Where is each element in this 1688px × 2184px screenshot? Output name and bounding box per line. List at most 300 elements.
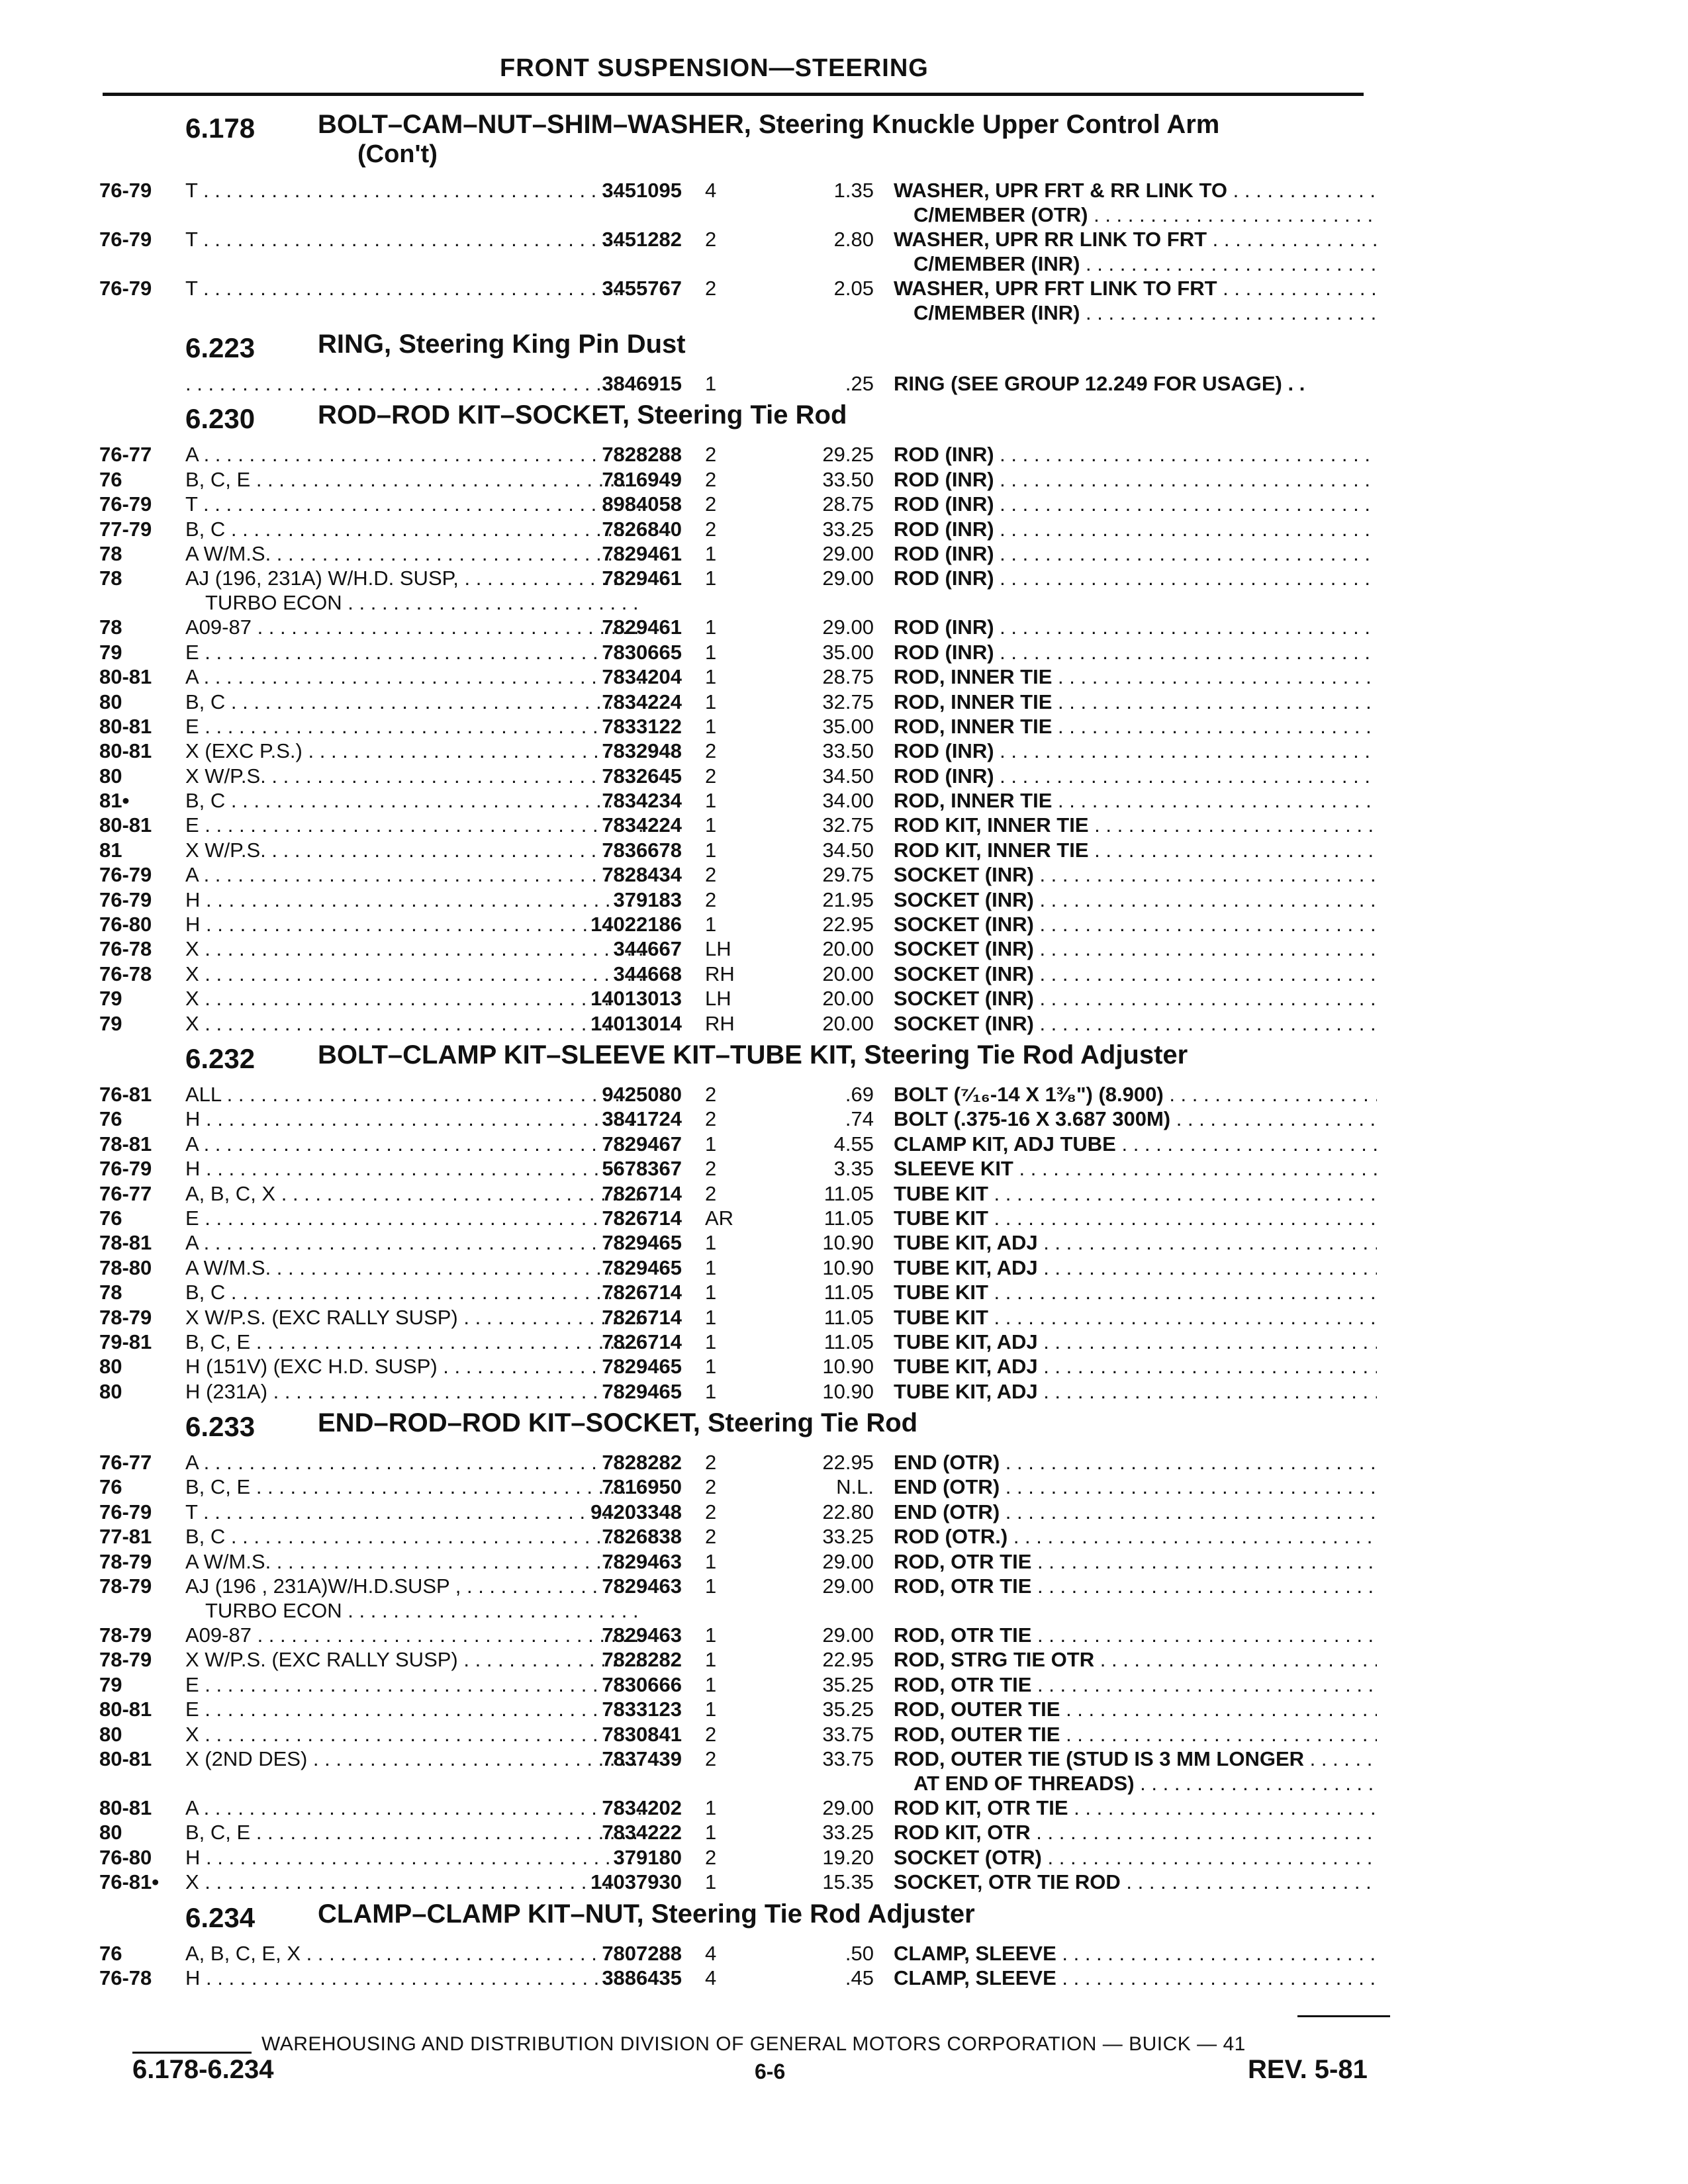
description-cell: END (OTR) . . . (894, 1451, 1377, 1475)
part-number-cell: 7826714 (602, 1305, 682, 1329)
part-number-cell: 7828288 (602, 443, 682, 467)
year-cell: 79 (99, 987, 122, 1011)
price-cell: 29.25 (822, 443, 874, 467)
price-cell: 28.75 (822, 492, 874, 516)
part-number-cell: 7826840 (602, 517, 682, 541)
model-cell: A W/M.S. . . . (185, 542, 642, 566)
part-number-cell: 7829467 (602, 1132, 682, 1156)
table-row (99, 1870, 1390, 1895)
year-cell: 80 (99, 1821, 122, 1844)
model-cell: B, C, E . . . (185, 468, 642, 492)
model-cell: E . . . (185, 715, 642, 739)
description-cell: ROD KIT, OTR . . . (894, 1821, 1377, 1844)
model-cell: X (EXC P.S.) . . . (185, 739, 642, 763)
section-number: 6.233 (185, 1411, 256, 1443)
model-cell: X . . . (185, 937, 642, 961)
part-number-cell: 7834234 (602, 789, 682, 813)
price-cell: 35.25 (822, 1672, 874, 1696)
price-cell: 29.00 (822, 1623, 874, 1647)
model-cell: H (231A) . . . (185, 1380, 642, 1404)
part-number-cell: 7836678 (602, 838, 682, 862)
table-row (99, 468, 1390, 492)
price-cell: 34.00 (822, 789, 874, 813)
price-cell: 19.20 (822, 1845, 874, 1869)
description-cell: ROD, OTR TIE . . . (894, 1623, 1377, 1647)
year-cell: 76-79 (99, 277, 152, 300)
section-title: RING, Steering King Pin Dust (318, 330, 686, 359)
model-cell: T . . . (185, 277, 642, 300)
table-row (99, 228, 1390, 277)
price-cell: 10.90 (822, 1231, 874, 1255)
model-cell: T . . . (185, 492, 642, 516)
price-cell: .69 (845, 1082, 874, 1106)
section-heading (99, 396, 1390, 443)
description-cell: ROD, INNER TIE . . . (894, 665, 1377, 689)
model-cell: X W/P.S. (EXC RALLY SUSP) . . . . . (185, 1648, 642, 1672)
year-cell: 78-80 (99, 1255, 152, 1279)
description-cell: ROD KIT, INNER TIE . . . (894, 813, 1377, 837)
description-continuation-cell: C/MEMBER (INR) . . . (914, 252, 1377, 276)
table-row (99, 962, 1390, 987)
table-row (99, 987, 1390, 1011)
part-number-cell: 14013013 (590, 987, 682, 1011)
model-cell: H . . . (185, 1157, 642, 1181)
description-cell: SOCKET (INR) . . . (894, 913, 1377, 936)
footer-division-line: WAREHOUSING AND DISTRIBUTION DIVISION OF GENERAL MOTORS CORPORATION — BUICK — 41 (261, 2033, 1246, 2055)
table-row (99, 1475, 1390, 1500)
year-cell: 80-81 (99, 1747, 152, 1770)
model-cell: H (151V) (EXC H.D. SUSP) . . . . . . . (185, 1355, 642, 1379)
price-cell: 11.05 (823, 1330, 874, 1353)
part-number-cell: 7833123 (602, 1698, 682, 1721)
description-cell: ROD (INR) . . . (894, 468, 1377, 492)
year-cell: 78-79 (99, 1574, 152, 1598)
model-cell: B, C, E . . . (185, 1475, 642, 1499)
section-heading (99, 1895, 1390, 1942)
price-cell: 15.35 (822, 1870, 874, 1894)
table-row (99, 789, 1390, 813)
model-cell: A . . . (185, 1132, 642, 1156)
quantity-cell: 1 (705, 913, 717, 936)
model-cell: A . . . (185, 1231, 642, 1255)
part-number-cell: 7829461 (602, 541, 682, 565)
footer-page-number: 6-6 (755, 2060, 786, 2083)
year-cell: 78-79 (99, 1623, 152, 1647)
year-cell: 79-81 (99, 1330, 152, 1353)
price-cell: 33.50 (822, 467, 874, 491)
quantity-cell: 1 (705, 1796, 717, 1819)
part-number-cell: 7816949 (602, 467, 682, 491)
description-cell: ROD (OTR.) . . . (894, 1525, 1377, 1549)
table-row (99, 1821, 1390, 1845)
part-number-cell: 5678367 (602, 1157, 682, 1181)
year-cell: 79 (99, 1011, 122, 1035)
table-row (99, 739, 1390, 764)
year-cell: 80 (99, 1722, 122, 1746)
price-cell: 29.00 (822, 567, 874, 590)
year-cell: 80 (99, 764, 122, 788)
description-cell: ROD (INR) . . . (894, 567, 1377, 590)
model-cell: H . . . (185, 888, 642, 912)
price-cell: 20.00 (822, 1011, 874, 1035)
quantity-cell: 1 (705, 789, 717, 813)
section-title: ROD–ROD KIT–SOCKET, Steering Tie Rod (318, 400, 847, 430)
model-cell: A . . . (185, 443, 642, 467)
quantity-cell: 1 (705, 1132, 717, 1156)
price-cell: 10.90 (822, 1379, 874, 1403)
year-cell: 76-80 (99, 913, 152, 936)
year-cell: 76-81• (99, 1870, 160, 1894)
quantity-cell: 1 (705, 1281, 717, 1304)
description-cell: ROD, INNER TIE . . . (894, 690, 1377, 714)
model-cell: H . . . (185, 1107, 642, 1131)
part-number-cell: 344668 (613, 962, 682, 985)
price-cell: 11.05 (823, 1281, 874, 1304)
description-cell: SOCKET (INR) . . . (894, 1012, 1377, 1036)
year-cell: 78 (99, 615, 122, 639)
model-cell: H . . . (185, 1966, 642, 1990)
quantity-cell: 2 (705, 1747, 717, 1770)
description-cell: ROD KIT, OTR TIE . . . (894, 1796, 1377, 1820)
section-number: 6.178 (185, 113, 256, 144)
model-cell: X . . . (185, 1012, 642, 1036)
part-number-cell: 14037930 (590, 1870, 682, 1894)
year-cell: 80-81 (99, 739, 152, 763)
quantity-cell: 2 (705, 863, 717, 887)
description-cell: ROD, OTR TIE . . . (894, 1550, 1377, 1574)
section-title: BOLT–CLAMP KIT–SLEEVE KIT–TUBE KIT, Steering Tie Rod Adjuster (318, 1040, 1188, 1069)
model-cell: X . . . (185, 987, 642, 1011)
quantity-cell: 2 (705, 1181, 717, 1205)
description-cell: ROD (INR) . . . (894, 518, 1377, 541)
part-number-cell: 9425080 (602, 1082, 682, 1106)
year-cell: 76 (99, 1941, 122, 1965)
price-cell: 29.75 (822, 863, 874, 887)
year-cell: 76-77 (99, 1181, 152, 1205)
description-cell: ROD KIT, INNER TIE . . . (894, 839, 1377, 862)
description-cell: TUBE KIT . . . (894, 1306, 1377, 1330)
year-cell: 79 (99, 640, 122, 664)
footer-revision: REV. 5-81 (1248, 2055, 1368, 2084)
section-continued-label: (Con't) (357, 140, 438, 168)
section-number: 6.234 (185, 1901, 256, 1933)
table-row (99, 1550, 1390, 1574)
model-cell: X . . . (185, 1723, 642, 1747)
description-cell: END (OTR) . . . (894, 1500, 1377, 1524)
year-cell: 76-78 (99, 1966, 152, 1989)
table-row (99, 1281, 1390, 1305)
quantity-cell: 2 (705, 492, 717, 516)
table-row (99, 888, 1390, 913)
year-cell: 78-81 (99, 1132, 152, 1156)
quantity-cell: 1 (705, 665, 717, 689)
model-cell: E . . . (185, 1206, 642, 1230)
part-number-cell: 379183 (613, 887, 682, 911)
price-cell: 34.50 (822, 764, 874, 788)
price-cell: 20.00 (822, 962, 874, 985)
quantity-cell: AR (705, 1206, 734, 1230)
table-row (99, 277, 1390, 326)
table-row (99, 1846, 1390, 1870)
year-cell: 77-81 (99, 1525, 152, 1549)
table-row (99, 1648, 1390, 1672)
year-cell: 78-79 (99, 1305, 152, 1329)
year-cell: 81 (99, 838, 122, 862)
table-row (99, 1206, 1390, 1231)
part-number-cell: 7826714 (602, 1330, 682, 1353)
quantity-cell: 1 (705, 690, 717, 713)
year-cell: 80 (99, 690, 122, 713)
description-cell: ROD (INR) . . . (894, 492, 1377, 516)
description-cell: TUBE KIT, ADJ . . . (894, 1256, 1377, 1280)
price-cell: 32.75 (822, 690, 874, 713)
description-cell: SOCKET (INR) . . . (894, 962, 1377, 986)
parts-catalog-content (99, 106, 1390, 1991)
price-cell: 29.00 (822, 1796, 874, 1819)
quantity-cell: 1 (705, 1305, 717, 1329)
part-number-cell: 7828434 (602, 863, 682, 887)
part-number-cell: 7807288 (602, 1941, 682, 1965)
table-row (99, 1451, 1390, 1475)
price-cell: 33.75 (822, 1747, 874, 1770)
description-cell: ROD, OUTER TIE . . . (894, 1698, 1377, 1721)
description-cell: TUBE KIT, ADJ . . . (894, 1330, 1377, 1354)
table-row (99, 1942, 1390, 1966)
part-number-cell: 3841724 (602, 1107, 682, 1131)
price-cell: 4.55 (833, 1132, 874, 1156)
table-row (99, 813, 1390, 838)
price-cell: 3.35 (833, 1157, 874, 1181)
part-number-cell: 7830665 (602, 640, 682, 664)
model-cell: A . . . (185, 1796, 642, 1820)
table-row (99, 1355, 1390, 1379)
quantity-cell: 4 (705, 1941, 717, 1965)
year-cell: 80-81 (99, 714, 152, 738)
part-number-cell: 7826714 (602, 1206, 682, 1230)
table-row (99, 1132, 1390, 1157)
part-number-cell: 7832645 (602, 764, 682, 788)
model-cell: AJ (196 , 231A)W/H.D.SUSP , . . . (185, 1574, 642, 1598)
description-cell: ROD, STRG TIE OTR . . . (894, 1648, 1377, 1672)
description-cell: WASHER, UPR FRT LINK TO FRT . . . (894, 277, 1377, 300)
table-row (99, 715, 1390, 739)
quantity-cell: 2 (705, 517, 717, 541)
table-row (99, 1747, 1390, 1796)
description-cell: ROD (INR) . . . (894, 615, 1377, 639)
year-cell: 76-79 (99, 887, 152, 911)
year-cell: 76-80 (99, 1845, 152, 1869)
model-cell: B, C . . . (185, 518, 642, 541)
quantity-cell: LH (705, 937, 731, 961)
description-cell: SOCKET (INR) . . . (894, 987, 1377, 1011)
part-number-cell: 3886435 (602, 1966, 682, 1989)
year-cell: 80-81 (99, 1698, 152, 1721)
description-cell: BOLT (.375-16 X 3.687 300M) . . . (894, 1107, 1377, 1131)
quantity-cell: 1 (705, 372, 717, 395)
year-cell: 76-78 (99, 962, 152, 985)
price-cell: 29.00 (822, 1574, 874, 1598)
model-cell: E . . . (185, 1673, 642, 1697)
description-cell: TUBE KIT . . . (894, 1281, 1377, 1304)
quantity-cell: 1 (705, 1623, 717, 1647)
price-cell: .50 (845, 1941, 874, 1965)
table-row (99, 1306, 1390, 1330)
part-number-cell: 8984058 (602, 492, 682, 516)
table-row (99, 863, 1390, 887)
price-cell: 11.05 (823, 1206, 874, 1230)
model-cell: A, B, C, X . . . (185, 1182, 642, 1206)
price-cell: 22.95 (822, 1648, 874, 1672)
table-row (99, 1012, 1390, 1036)
model-cell: ALL . . . (185, 1083, 642, 1107)
part-number-cell: 94203348 (590, 1500, 682, 1524)
part-number-cell: 3846915 (602, 372, 682, 395)
year-cell: 78 (99, 541, 122, 565)
model-cell: E . . . (185, 641, 642, 664)
price-cell: 33.25 (822, 517, 874, 541)
price-cell: 33.25 (822, 1821, 874, 1844)
description-cell: WASHER, UPR RR LINK TO FRT . . . (894, 228, 1377, 251)
year-cell: 80 (99, 1379, 122, 1403)
table-row (99, 913, 1390, 937)
description-cell: SOCKET (INR) . . . (894, 937, 1377, 961)
section-heading (99, 326, 1390, 372)
quantity-cell: 1 (705, 1255, 717, 1279)
year-cell: 76-79 (99, 492, 152, 516)
table-row (99, 1231, 1390, 1255)
year-cell: 76-77 (99, 443, 152, 467)
description-continuation-cell: AT END OF THREADS) . . . (914, 1772, 1377, 1796)
quantity-cell: 2 (705, 1082, 717, 1106)
quantity-cell: 1 (705, 714, 717, 738)
year-cell: 80 (99, 1355, 122, 1379)
part-number-cell: 7826714 (602, 1281, 682, 1304)
part-number-cell: 7837439 (602, 1747, 682, 1770)
description-continuation-cell: C/MEMBER (OTR) . . . (914, 203, 1377, 227)
model-cell: B, C . . . (185, 1281, 642, 1304)
model-cell: A, B, C, E, X . . . (185, 1942, 642, 1966)
quantity-cell: 2 (705, 277, 717, 300)
part-number-cell: 7829461 (602, 567, 682, 590)
model-cell: A . . . (185, 665, 642, 689)
table-row (99, 615, 1390, 640)
year-cell: 77-79 (99, 517, 152, 541)
description-cell: CLAMP KIT, ADJ TUBE . . . (894, 1132, 1377, 1156)
model-cell: A09-87 . . . (185, 615, 642, 639)
section-number: 6.232 (185, 1042, 256, 1074)
quantity-cell: 1 (705, 1355, 717, 1379)
price-cell: 22.95 (822, 1451, 874, 1475)
table-row (99, 1623, 1390, 1648)
section-number: 6.223 (185, 332, 256, 363)
table-row (99, 372, 1390, 396)
price-cell: 1.35 (833, 179, 874, 202)
table-row (99, 1723, 1390, 1747)
model-cell: X W/P.S. . . . (185, 839, 642, 862)
quantity-cell: 1 (705, 1648, 717, 1672)
description-cell: END (OTR) . . . (894, 1475, 1377, 1499)
part-number-cell: 7829465 (602, 1231, 682, 1255)
model-cell: X (2ND DES) . . . (185, 1747, 642, 1771)
part-number-cell: 3455767 (602, 277, 682, 300)
price-cell: 33.75 (822, 1722, 874, 1746)
quantity-cell: 1 (705, 541, 717, 565)
table-row (99, 1525, 1390, 1549)
year-cell: 80-81 (99, 813, 152, 837)
price-cell: 22.95 (822, 913, 874, 936)
year-cell: 78 (99, 1281, 122, 1304)
year-cell: 76-79 (99, 1157, 152, 1181)
model-cell: A . . . (185, 1451, 642, 1475)
year-cell: 76-78 (99, 937, 152, 961)
table-row (99, 1083, 1390, 1107)
quantity-cell: 1 (705, 1574, 717, 1598)
quantity-cell: 1 (705, 1870, 717, 1894)
quantity-cell: 2 (705, 1722, 717, 1746)
description-cell: ROD (INR) . . . (894, 542, 1377, 566)
part-number-cell: 7834204 (602, 665, 682, 689)
model-cell: B, C, E . . . (185, 1821, 642, 1844)
price-cell: 35.00 (822, 640, 874, 664)
model-cell: A W/M.S. . . . (185, 1256, 642, 1280)
part-number-cell: 7830666 (602, 1672, 682, 1696)
price-cell: N.L. (836, 1475, 874, 1499)
description-cell: SOCKET, OTR TIE ROD . . . (894, 1870, 1377, 1894)
section-title: CLAMP–CLAMP KIT–NUT, Steering Tie Rod Adjuster (318, 1899, 975, 1929)
quantity-cell: 2 (705, 1451, 717, 1475)
quantity-cell: LH (705, 987, 731, 1011)
model-continuation-cell: TURBO ECON . . . (205, 1599, 642, 1623)
description-cell: ROD, INNER TIE . . . (894, 789, 1377, 813)
table-row (99, 567, 1390, 615)
year-cell: 78 (99, 567, 122, 590)
section-title: BOLT–CAM–NUT–SHIM–WASHER, Steering Knuckle Upper Control Arm (318, 110, 1220, 139)
part-number-cell: 7834224 (602, 690, 682, 713)
price-cell: .45 (845, 1966, 874, 1989)
price-cell: 33.50 (822, 739, 874, 763)
part-number-cell: 7828282 (602, 1451, 682, 1475)
year-cell: 79 (99, 1672, 122, 1696)
table-row (99, 665, 1390, 690)
table-row (99, 690, 1390, 715)
price-cell: 35.00 (822, 714, 874, 738)
price-cell: 10.90 (822, 1355, 874, 1379)
description-cell: SLEEVE KIT . . . (894, 1157, 1377, 1181)
description-cell: TUBE KIT, ADJ . . . (894, 1380, 1377, 1404)
part-number-cell: 7826714 (602, 1181, 682, 1205)
table-row (99, 1256, 1390, 1281)
part-number-cell: 14013014 (590, 1011, 682, 1035)
price-cell: 34.50 (822, 838, 874, 862)
price-cell: 11.05 (823, 1181, 874, 1205)
part-number-cell: 7832948 (602, 739, 682, 763)
description-cell: TUBE KIT . . . (894, 1206, 1377, 1230)
price-cell: 2.80 (833, 228, 874, 251)
section-heading (99, 1036, 1390, 1083)
part-number-cell: 7833122 (602, 714, 682, 738)
table-row (99, 764, 1390, 789)
year-cell: 81• (99, 789, 130, 813)
part-number-cell: 7834224 (602, 813, 682, 837)
description-cell: ROD (INR) . . . (894, 641, 1377, 664)
table-row (99, 542, 1390, 567)
description-cell: ROD (INR) . . . (894, 739, 1377, 763)
quantity-cell: 2 (705, 1525, 717, 1549)
quantity-cell: 4 (705, 179, 717, 202)
quantity-cell: 2 (705, 764, 717, 788)
table-row (99, 1966, 1390, 1991)
quantity-cell: 1 (705, 1549, 717, 1573)
